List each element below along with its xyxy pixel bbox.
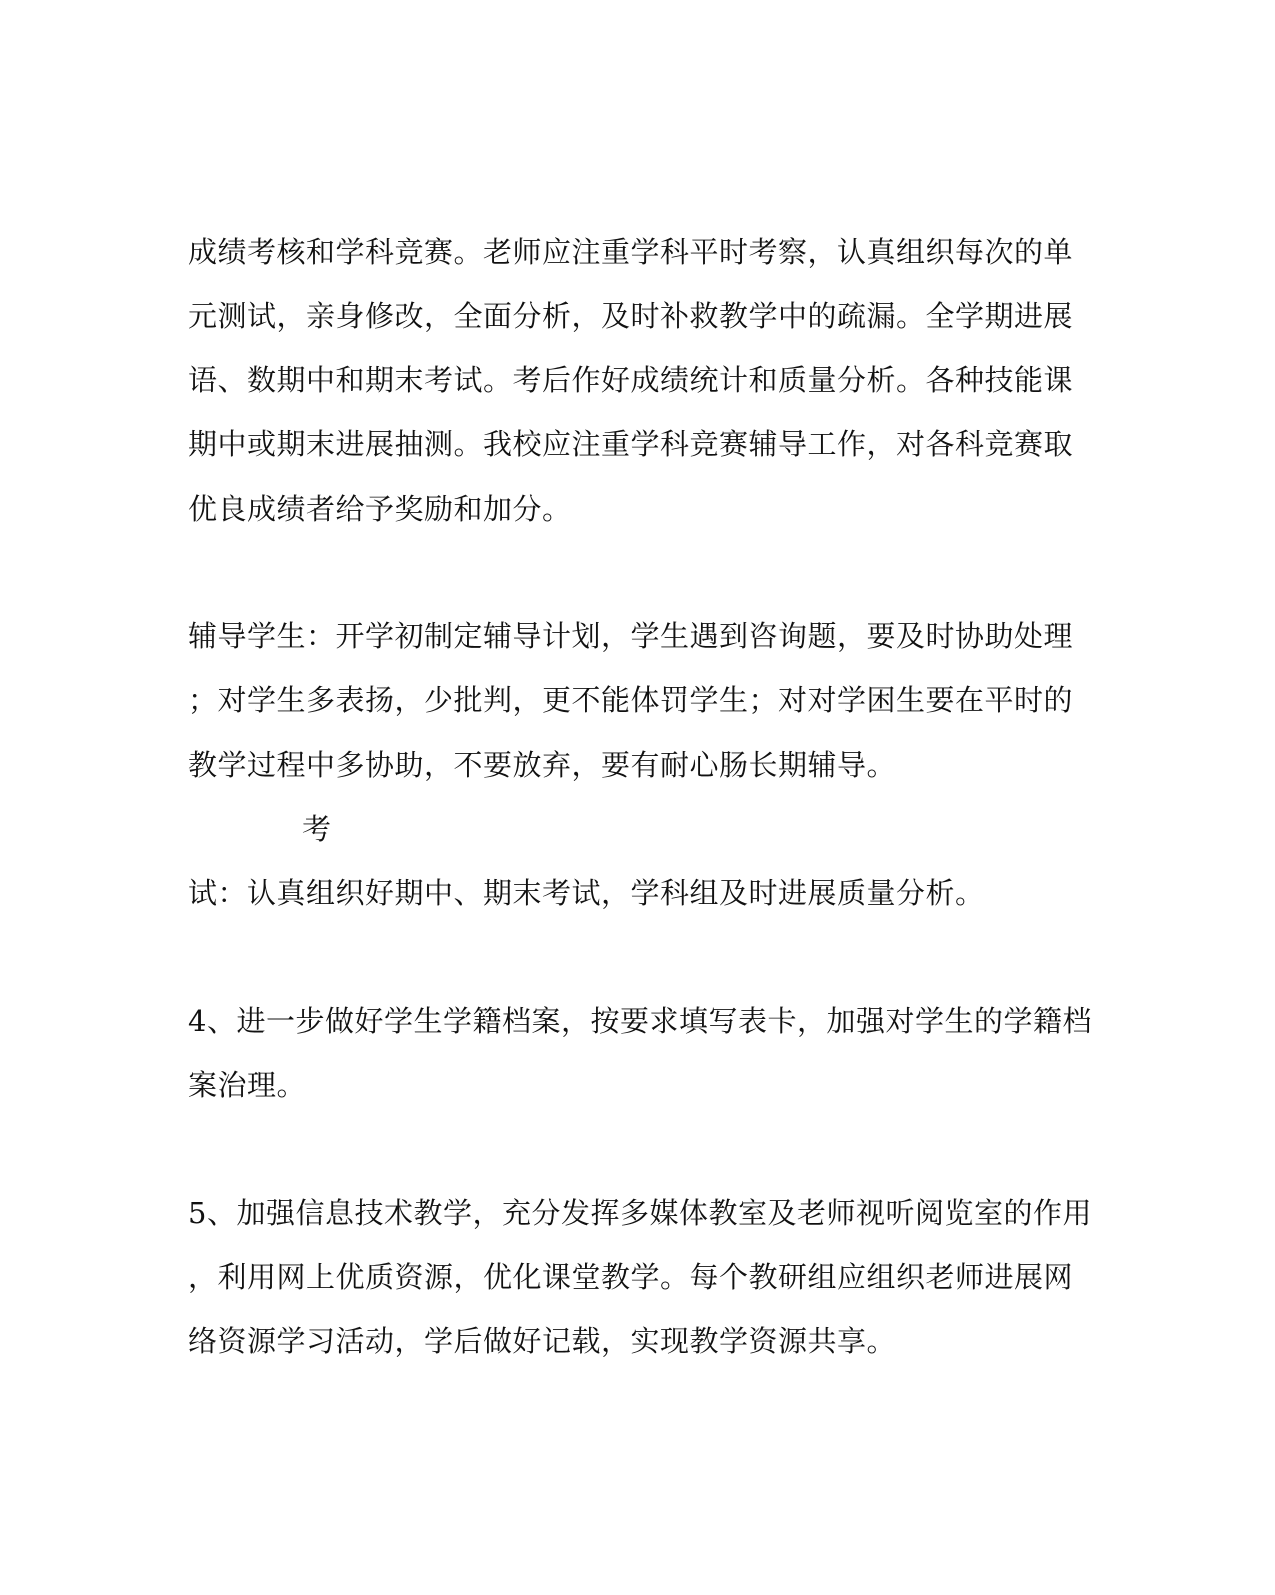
text-line: 教学过程中多协助，不要放弃，要有耐心肠长期辅导。 xyxy=(188,748,897,782)
text-line: 5、加强信息技术教学，充分发挥多媒体教室及老师视听阅览室的作用 xyxy=(188,1196,1092,1230)
text-line: 期中或期末进展抽测。我校应注重学科竞赛辅导工作，对各科竞赛取 xyxy=(188,427,1074,461)
text-line: 语、数期中和期末考试。考后作好成绩统计和质量分析。各种技能课 xyxy=(188,363,1074,397)
text-line: 试：认真组织好期中、期末考试，学科组及时进展质量分析。 xyxy=(188,876,985,910)
text-line: 考 xyxy=(302,812,332,846)
text-line: ，利用网上优质资源，优化课堂教学。每个教研组应组织老师进展网 xyxy=(188,1260,1074,1294)
text-line: 案治理。 xyxy=(188,1068,307,1102)
text-line: 元测试，亲身修改，全面分析，及时补救教学中的疏漏。全学期进展 xyxy=(188,299,1074,333)
text-line: 4、进一步做好学生学籍档案，按要求填写表卡，加强对学生的学籍档 xyxy=(188,1004,1092,1038)
text-line: 辅导学生：开学初制定辅导计划，学生遇到咨询题，要及时协助处理 xyxy=(188,619,1074,653)
text-line: 成绩考核和学科竞赛。老师应注重学科平时考察，认真组织每次的单 xyxy=(188,235,1074,269)
text-line: ；对学生多表扬，少批判，更不能体罚学生；对对学困生要在平时的 xyxy=(188,683,1074,717)
text-line: 优良成绩者给予奖励和加分。 xyxy=(188,492,572,526)
text-line: 络资源学习活动，学后做好记载，实现教学资源共享。 xyxy=(188,1324,897,1358)
